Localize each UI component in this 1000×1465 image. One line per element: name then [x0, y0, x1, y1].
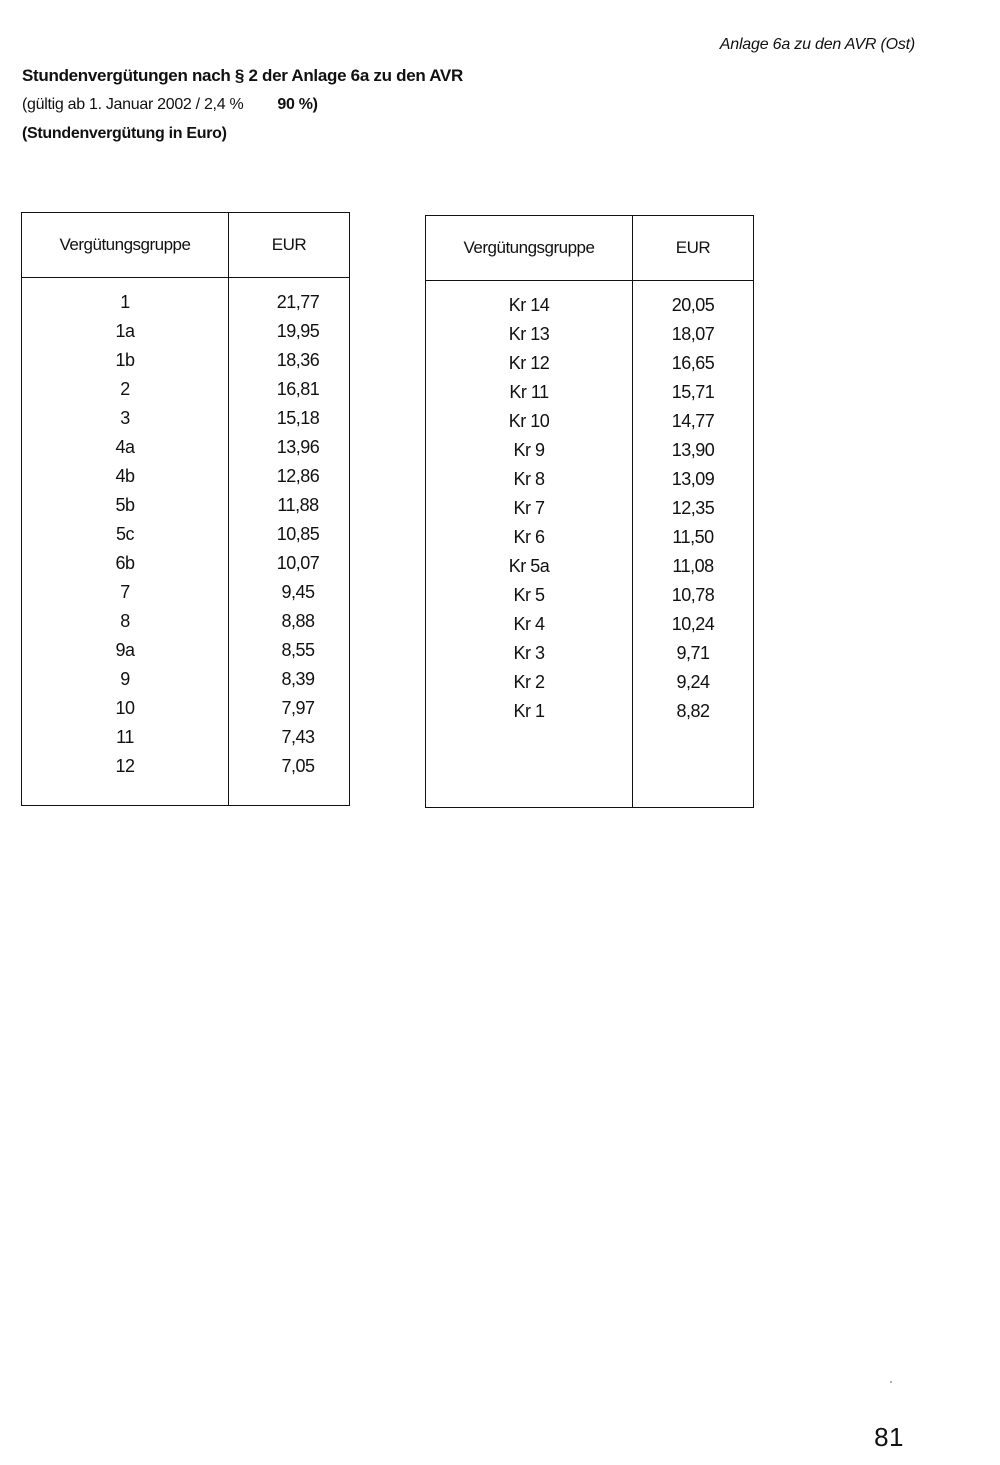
eur-value-cell: 7,97	[281, 698, 315, 718]
table-row	[426, 697, 754, 726]
table-row	[22, 375, 350, 404]
eur-value-cell: 14,77	[671, 411, 715, 431]
eur-value-cell: 15,71	[671, 382, 715, 402]
table-header-row	[426, 216, 754, 281]
table-row	[426, 639, 754, 668]
eur-value-cell: 10,07	[276, 553, 320, 573]
pay-group-cell: Kr 7	[426, 494, 633, 523]
eur-value-cell: 15,18	[276, 408, 320, 428]
eur-value-cell: 9,71	[676, 643, 710, 663]
eur-value-cell: 19,95	[276, 321, 320, 341]
scan-speck	[890, 1381, 892, 1383]
table-row	[426, 523, 754, 552]
document-title: Stundenvergütungen nach § 2 der Anlage 6a zu den AVR	[22, 66, 463, 85]
header-pay-group: Vergütungsgruppe	[426, 216, 633, 281]
pay-group-cell: Kr 6	[426, 523, 633, 552]
spacer-row	[426, 281, 754, 292]
table-row	[426, 320, 754, 349]
pay-group-cell: 4b	[22, 462, 229, 491]
pay-group-cell: Kr 5a	[426, 552, 633, 581]
header-eur: EUR	[633, 216, 754, 281]
pay-group-cell: Kr 1	[426, 697, 633, 726]
pay-group-cell: 4a	[22, 433, 229, 462]
pay-group-cell: 12	[22, 752, 229, 781]
title-block	[22, 61, 463, 148]
eur-value-cell: 18,36	[276, 350, 320, 370]
spacer-row	[22, 278, 350, 289]
pay-group-cell: Kr 4	[426, 610, 633, 639]
eur-value-cell: 11,08	[672, 556, 714, 576]
table-header-row	[22, 213, 350, 278]
eur-value-cell: 13,96	[276, 437, 320, 457]
eur-value-cell: 8,39	[281, 669, 315, 689]
pay-group-cell: 11	[22, 723, 229, 752]
eur-value-cell: 7,43	[281, 727, 315, 747]
pay-group-cell: Kr 8	[426, 465, 633, 494]
pay-table-nursing	[425, 215, 754, 808]
pay-table-general	[21, 212, 350, 806]
eur-value-cell: 12,86	[276, 466, 320, 486]
table-body	[22, 278, 350, 806]
pay-group-cell: Kr 5	[426, 581, 633, 610]
pay-group-cell: 1a	[22, 317, 229, 346]
eur-value-cell: 8,82	[676, 701, 710, 721]
table-row	[22, 723, 350, 752]
running-header: Anlage 6a zu den AVR (Ost)	[719, 36, 915, 53]
table-row	[22, 607, 350, 636]
table-row	[22, 665, 350, 694]
validity-note	[22, 90, 463, 119]
header-eur: EUR	[229, 213, 350, 278]
spacer-row	[22, 781, 350, 806]
pay-group-cell: 7	[22, 578, 229, 607]
eur-value-cell: 8,88	[281, 611, 315, 631]
eur-value-cell: 9,45	[281, 582, 315, 602]
table-row	[426, 349, 754, 378]
table-row	[22, 491, 350, 520]
table-body	[426, 281, 754, 808]
table-row	[426, 378, 754, 407]
pay-group-cell: 6b	[22, 549, 229, 578]
eur-value-cell: 10,24	[671, 614, 715, 634]
unit-note: (Stundenvergütung in Euro)	[22, 125, 227, 142]
spacer-row	[426, 726, 754, 808]
pay-group-cell: 9	[22, 665, 229, 694]
pay-group-cell: Kr 11	[426, 378, 633, 407]
pay-group-cell: 8	[22, 607, 229, 636]
table-row	[22, 636, 350, 665]
table-row	[426, 436, 754, 465]
table-row	[426, 407, 754, 436]
table-row	[22, 346, 350, 375]
table-row	[22, 462, 350, 491]
eur-value-cell: 16,81	[276, 379, 320, 399]
eur-value-cell: 11,50	[672, 527, 714, 547]
pay-group-cell: Kr 12	[426, 349, 633, 378]
eur-value-cell: 13,09	[671, 469, 715, 489]
pay-group-cell: 3	[22, 404, 229, 433]
eur-value-cell: 8,55	[281, 640, 315, 660]
pay-group-cell: 10	[22, 694, 229, 723]
eur-value-cell: 21,77	[276, 292, 320, 312]
table-row	[22, 404, 350, 433]
eur-value-cell: 20,05	[671, 295, 715, 315]
table-row	[426, 668, 754, 697]
pay-group-cell: 9a	[22, 636, 229, 665]
pay-group-cell: Kr 2	[426, 668, 633, 697]
eur-value-cell: 16,65	[671, 353, 715, 373]
table-row	[22, 433, 350, 462]
table-row	[426, 581, 754, 610]
table-row	[22, 752, 350, 781]
table-row	[426, 494, 754, 523]
eur-value-cell: 18,07	[671, 324, 715, 344]
table-row	[22, 288, 350, 317]
eur-value-cell: 13,90	[671, 440, 715, 460]
validity-date: (gültig ab 1. Januar 2002 / 2,4 %	[22, 96, 244, 113]
pay-group-cell: 1b	[22, 346, 229, 375]
table-row	[22, 694, 350, 723]
table-row	[22, 520, 350, 549]
table-row	[22, 317, 350, 346]
eur-value-cell: 9,24	[676, 672, 710, 692]
eur-value-cell: 7,05	[281, 756, 315, 776]
table-row	[426, 610, 754, 639]
eur-value-cell: 11,88	[277, 495, 319, 515]
pay-group-cell: Kr 10	[426, 407, 633, 436]
pay-group-cell: 1	[22, 288, 229, 317]
header-pay-group: Vergütungsgruppe	[22, 213, 229, 278]
pay-group-cell: 5c	[22, 520, 229, 549]
eur-value-cell: 12,35	[671, 498, 715, 518]
table-row	[426, 465, 754, 494]
pay-group-cell: 2	[22, 375, 229, 404]
table-row	[22, 549, 350, 578]
pay-group-cell: Kr 9	[426, 436, 633, 465]
page-number: 81	[874, 1422, 904, 1452]
percentage-note: 90 %)	[277, 96, 318, 113]
table-row	[22, 578, 350, 607]
eur-value-cell: 10,78	[671, 585, 715, 605]
table-row	[426, 552, 754, 581]
pay-group-cell: 5b	[22, 491, 229, 520]
table-row	[426, 291, 754, 320]
eur-value-cell: 10,85	[276, 524, 320, 544]
pay-group-cell: Kr 3	[426, 639, 633, 668]
pay-group-cell: Kr 14	[426, 291, 633, 320]
pay-group-cell: Kr 13	[426, 320, 633, 349]
